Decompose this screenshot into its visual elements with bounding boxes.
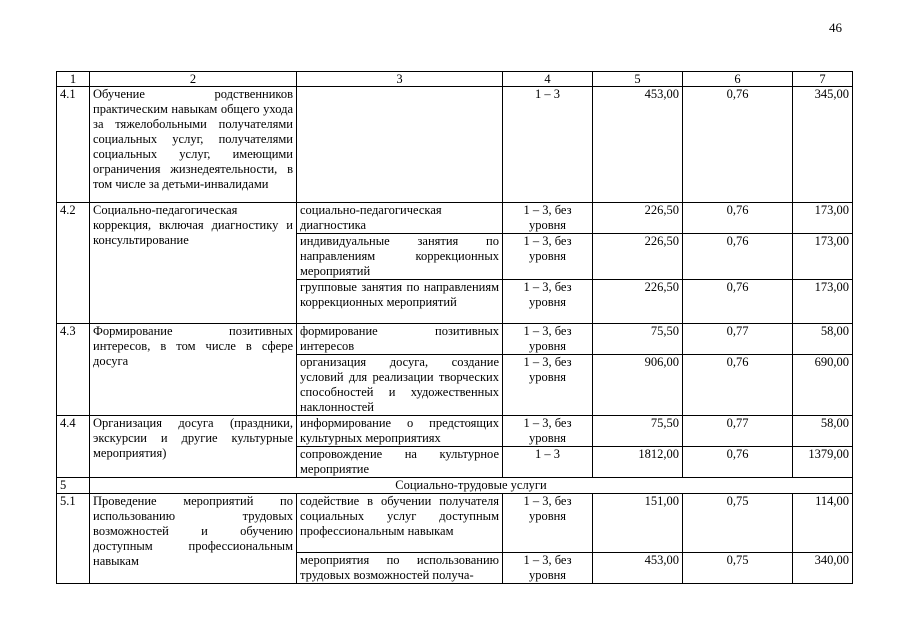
group-cell: 1 – 3, без уровня: [503, 234, 593, 280]
service-subtype: организация досуга, создание условий для реализации творческих способностей и художественных наклонностей: [297, 355, 503, 416]
section-title: Социально-трудовые услуги: [90, 478, 853, 494]
column-header-row: [57, 72, 853, 87]
value-col5: 226,50: [593, 203, 683, 234]
value-col5: 453,00: [593, 553, 683, 584]
value-col6: 0,76: [683, 280, 793, 324]
value-col7: 173,00: [793, 234, 853, 280]
value-col6: 0,76: [683, 447, 793, 478]
service-subtype: формирование позитивных интересов: [297, 324, 503, 355]
value-col6: 0,76: [683, 203, 793, 234]
service-subtype: групповые занятия по направлениям коррекционных мероприятий: [297, 280, 503, 324]
service-name: Обучение родственников практическим навыкам общего ухода за тяжелобольными получателями социальных услуг, получателями социальных услуг, имеющими ограничения жизнедеятельности, в том числе за детьми-инвалидами: [90, 87, 297, 203]
service-name: Формирование позитивных интересов, в том числе в сфере досуга: [90, 324, 297, 416]
service-subtype: индивидуальные занятия по направлениям коррекционных мероприятий: [297, 234, 503, 280]
service-name: Социально-педагогическая коррекция, включая диагностику и консультирование: [90, 203, 297, 324]
column-header: 3: [297, 72, 503, 87]
column-header: 5: [593, 72, 683, 87]
table-row: [57, 203, 853, 234]
group-cell: 1 – 3, без уровня: [503, 355, 593, 416]
value-col7: 345,00: [793, 87, 853, 203]
service-subtype: сопровождение на культурное мероприятие: [297, 447, 503, 478]
column-header: 2: [90, 72, 297, 87]
value-col7: 58,00: [793, 416, 853, 447]
value-col7: 1379,00: [793, 447, 853, 478]
group-cell: 1 – 3, без уровня: [503, 553, 593, 584]
value-col5: 75,50: [593, 324, 683, 355]
row-number: 5.1: [57, 494, 90, 584]
value-col6: 0,76: [683, 87, 793, 203]
table-row: [57, 87, 853, 203]
service-name: Организация досуга (праздники, экскурсии и другие культурные мероприятия): [90, 416, 297, 478]
value-col6: 0,77: [683, 324, 793, 355]
value-col6: 0,77: [683, 416, 793, 447]
column-header: 6: [683, 72, 793, 87]
value-col5: 906,00: [593, 355, 683, 416]
table-row: [57, 324, 853, 355]
column-header: 7: [793, 72, 853, 87]
value-col7: 690,00: [793, 355, 853, 416]
value-col5: 75,50: [593, 416, 683, 447]
row-number: 4.4: [57, 416, 90, 478]
group-cell: 1 – 3, без уровня: [503, 280, 593, 324]
column-header: 1: [57, 72, 90, 87]
group-cell: 1 – 3: [503, 87, 593, 203]
service-subtype: [297, 87, 503, 203]
service-subtype: информирование о предстоящих культурных мероприятиях: [297, 416, 503, 447]
group-cell: 1 – 3, без уровня: [503, 416, 593, 447]
value-col7: 58,00: [793, 324, 853, 355]
value-col6: 0,75: [683, 553, 793, 584]
row-number: 4.3: [57, 324, 90, 416]
value-col5: 1812,00: [593, 447, 683, 478]
group-cell: 1 – 3: [503, 447, 593, 478]
table-row: [57, 494, 853, 553]
column-header: 4: [503, 72, 593, 87]
value-col6: 0,76: [683, 234, 793, 280]
value-col5: 226,50: [593, 280, 683, 324]
value-col5: 226,50: [593, 234, 683, 280]
service-subtype: социально-педагогическая диагностика: [297, 203, 503, 234]
row-number: 4.2: [57, 203, 90, 324]
table-row: [57, 416, 853, 447]
group-cell: 1 – 3, без уровня: [503, 494, 593, 553]
value-col6: 0,76: [683, 355, 793, 416]
section-row: [57, 478, 853, 494]
value-col6: 0,75: [683, 494, 793, 553]
service-subtype: мероприятия по использованию трудовых возможностей получа-: [297, 553, 503, 584]
value-col5: 151,00: [593, 494, 683, 553]
value-col7: 173,00: [793, 203, 853, 234]
group-cell: 1 – 3, без уровня: [503, 324, 593, 355]
value-col7: 114,00: [793, 494, 853, 553]
section-number: 5: [57, 478, 90, 494]
value-col5: 453,00: [593, 87, 683, 203]
page-number: 46: [829, 20, 842, 35]
services-table: [56, 71, 853, 584]
service-name: Проведение мероприятий по использованию трудовых возможностей и обучению доступным профессиональным навыкам: [90, 494, 297, 584]
value-col7: 340,00: [793, 553, 853, 584]
row-number: 4.1: [57, 87, 90, 203]
value-col7: 173,00: [793, 280, 853, 324]
service-subtype: содействие в обучении получателя социальных услуг доступным профессиональным навыкам: [297, 494, 503, 553]
group-cell: 1 – 3, без уровня: [503, 203, 593, 234]
